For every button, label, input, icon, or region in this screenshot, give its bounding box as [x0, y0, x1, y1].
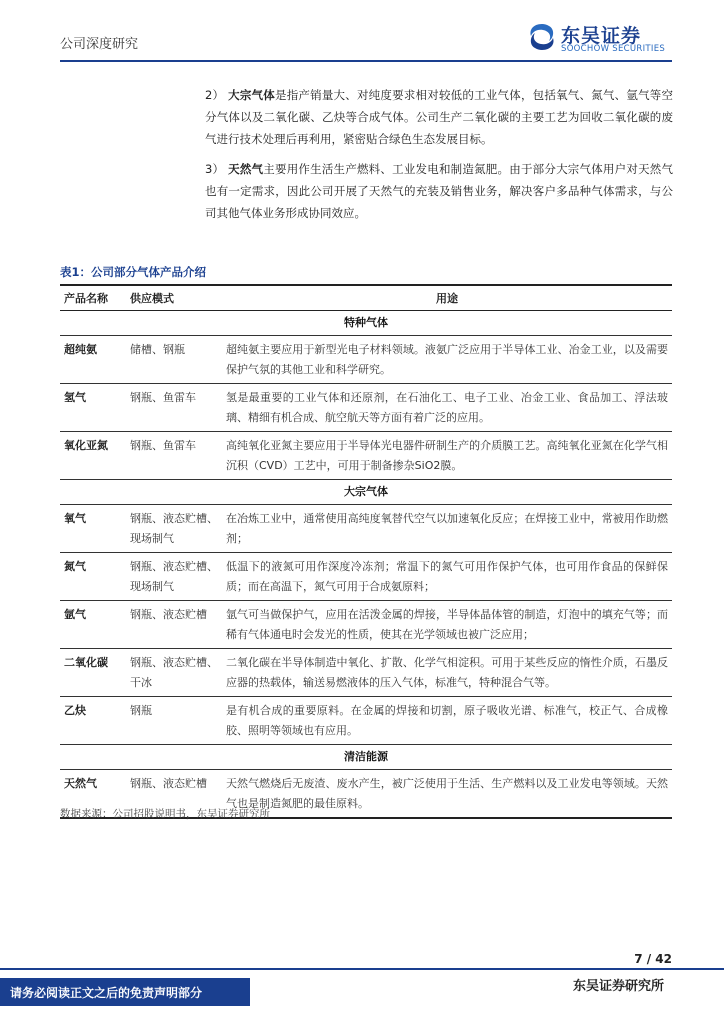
product-name: 超纯氨: [60, 336, 126, 384]
research-institute: 东吴证券研究所: [572, 979, 664, 994]
table-header-row: [60, 285, 672, 311]
product-use: 天然气燃烧后无废渣、废水产生，被广泛使用于生活、生产燃料以及工业发电等领域。天然气也是制造氮肥的最佳原料。: [222, 770, 672, 819]
table-row: [60, 553, 672, 601]
paragraph-natural-gas: [205, 158, 673, 224]
header-use: 用途: [222, 285, 672, 311]
logo-mark-text: SCS: [534, 34, 550, 43]
product-use: 是有机合成的重要原料。在金属的焊接和切割，原子吸收光谱、标准气，校正气、合成橡胶、照明等领域也有应用。: [222, 697, 672, 745]
header-product: 产品名称: [60, 285, 126, 311]
table-title: 表1：公司部分气体产品介绍: [60, 265, 207, 279]
header-label: 公司深度研究: [60, 37, 139, 52]
product-name: 氮气: [60, 553, 126, 601]
product-use: 在冶炼工业中，通常使用高纯度氧替代空气以加速氧化反应；在焊接工业中，常被用作助燃剂；: [222, 505, 672, 553]
product-use: 超纯氨主要应用于新型光电子材料领域。液氨广泛应用于半导体工业、冶金工业，以及需要保护气氛的其他工业和科学研究。: [222, 336, 672, 384]
product-name: 二氧化碳: [60, 649, 126, 697]
supply-mode: 钢瓶、鱼雷车: [126, 432, 222, 480]
logo-name-en: SOOCHOW SECURITIES: [561, 44, 666, 54]
product-name: 氧化亚氮: [60, 432, 126, 480]
table-row: [60, 336, 672, 384]
section-bulk-gas: 大宗气体: [60, 480, 672, 505]
supply-mode: 钢瓶、鱼雷车: [126, 384, 222, 432]
table-row: [60, 432, 672, 480]
paragraph-text: 主要用作生活生产燃料、工业发电和制造氮肥。由于部分大宗气体用户对天然气也有一定需求，因此公司开展了天然气的充装及销售业务，解决客户多品种气体需求，与公司其他气体业务形成协同效应。: [205, 162, 673, 220]
supply-mode: 钢瓶: [126, 697, 222, 745]
supply-mode: 钢瓶、液态贮槽、现场制气: [126, 553, 222, 601]
table-row: [60, 649, 672, 697]
product-use: 高纯氧化亚氮主要应用于半导体光电器件研制生产的介质膜工艺。高纯氧化亚氮在化学气相沉积（CVD）工艺中，可用于制备掺杂SiO2膜。: [222, 432, 672, 480]
paragraph-number: 2）: [205, 88, 225, 102]
table-source: 数据来源：公司招股说明书，东吴证券研究所: [60, 808, 270, 820]
logo-swirl-icon: [527, 22, 557, 52]
disclaimer-banner[interactable]: [0, 978, 250, 1006]
table-row: [60, 601, 672, 649]
gas-products-table: [60, 284, 672, 819]
product-name: 氢气: [60, 384, 126, 432]
table-row: [60, 384, 672, 432]
product-use: 二氧化碳在半导体制造中氧化、扩散、化学气相淀积。可用于某些反应的惰性介质，石墨反应器的热载体，输送易燃液体的压入气体，标准气，特种混合气等。: [222, 649, 672, 697]
logo-name-cn: 东吴证券: [561, 25, 642, 47]
supply-mode: 钢瓶、液态贮槽、现场制气: [126, 505, 222, 553]
table-row: [60, 697, 672, 745]
product-name: 乙炔: [60, 697, 126, 745]
disclaimer-text: 请务必阅读正文之后的免责声明部分: [10, 986, 203, 1000]
product-name: 氧气: [60, 505, 126, 553]
brand-logo: [527, 22, 672, 56]
table-row: [60, 505, 672, 553]
paragraph-term: 天然气: [228, 162, 264, 176]
paragraph-text: 是指产销量大、对纯度要求相对较低的工业气体，包括氧气、氮气、氩气等空分气体以及二氧化碳、乙炔等合成气体。公司生产二氧化碳的主要工艺为回收二氧化碳的废气进行技术处理后再利用，紧密贴合绿色生态发展目标。: [205, 88, 674, 146]
product-use: 氩气可当做保护气，应用在活泼金属的焊接，半导体晶体管的制造，灯泡中的填充气等；而稀有气体通电时会发光的性质，使其在光学领域也被广泛应用；: [222, 601, 672, 649]
paragraph-number: 3）: [205, 162, 225, 176]
product-use: 氢是最重要的工业气体和还原剂，在石油化工、电子工业、冶金工业、食品加工、浮法玻璃、精细有机合成、航空航天等方面有着广泛的应用。: [222, 384, 672, 432]
supply-mode: 钢瓶、液态贮槽: [126, 770, 222, 819]
supply-mode: 储槽、钢瓶: [126, 336, 222, 384]
header-supply: 供应模式: [126, 285, 222, 311]
supply-mode: 钢瓶、液态贮槽、干冰: [126, 649, 222, 697]
supply-mode: 钢瓶、液态贮槽: [126, 601, 222, 649]
page-number: 7 / 42: [634, 952, 672, 966]
product-use: 低温下的液氮可用作深度冷冻剂；常温下的氮气可用作保护气体，也可用作食品的保鲜保质；而在高温下，氮气可用于合成氨原料；: [222, 553, 672, 601]
paragraph-term: 大宗气体: [228, 88, 275, 102]
header-divider: [60, 60, 672, 62]
section-specialty-gas: 特种气体: [60, 311, 672, 336]
footer-divider: [0, 968, 724, 970]
paragraph-bulk-gas: [205, 84, 673, 150]
product-name: 天然气: [60, 770, 126, 819]
section-clean-energy: 清洁能源: [60, 745, 672, 770]
product-name: 氩气: [60, 601, 126, 649]
